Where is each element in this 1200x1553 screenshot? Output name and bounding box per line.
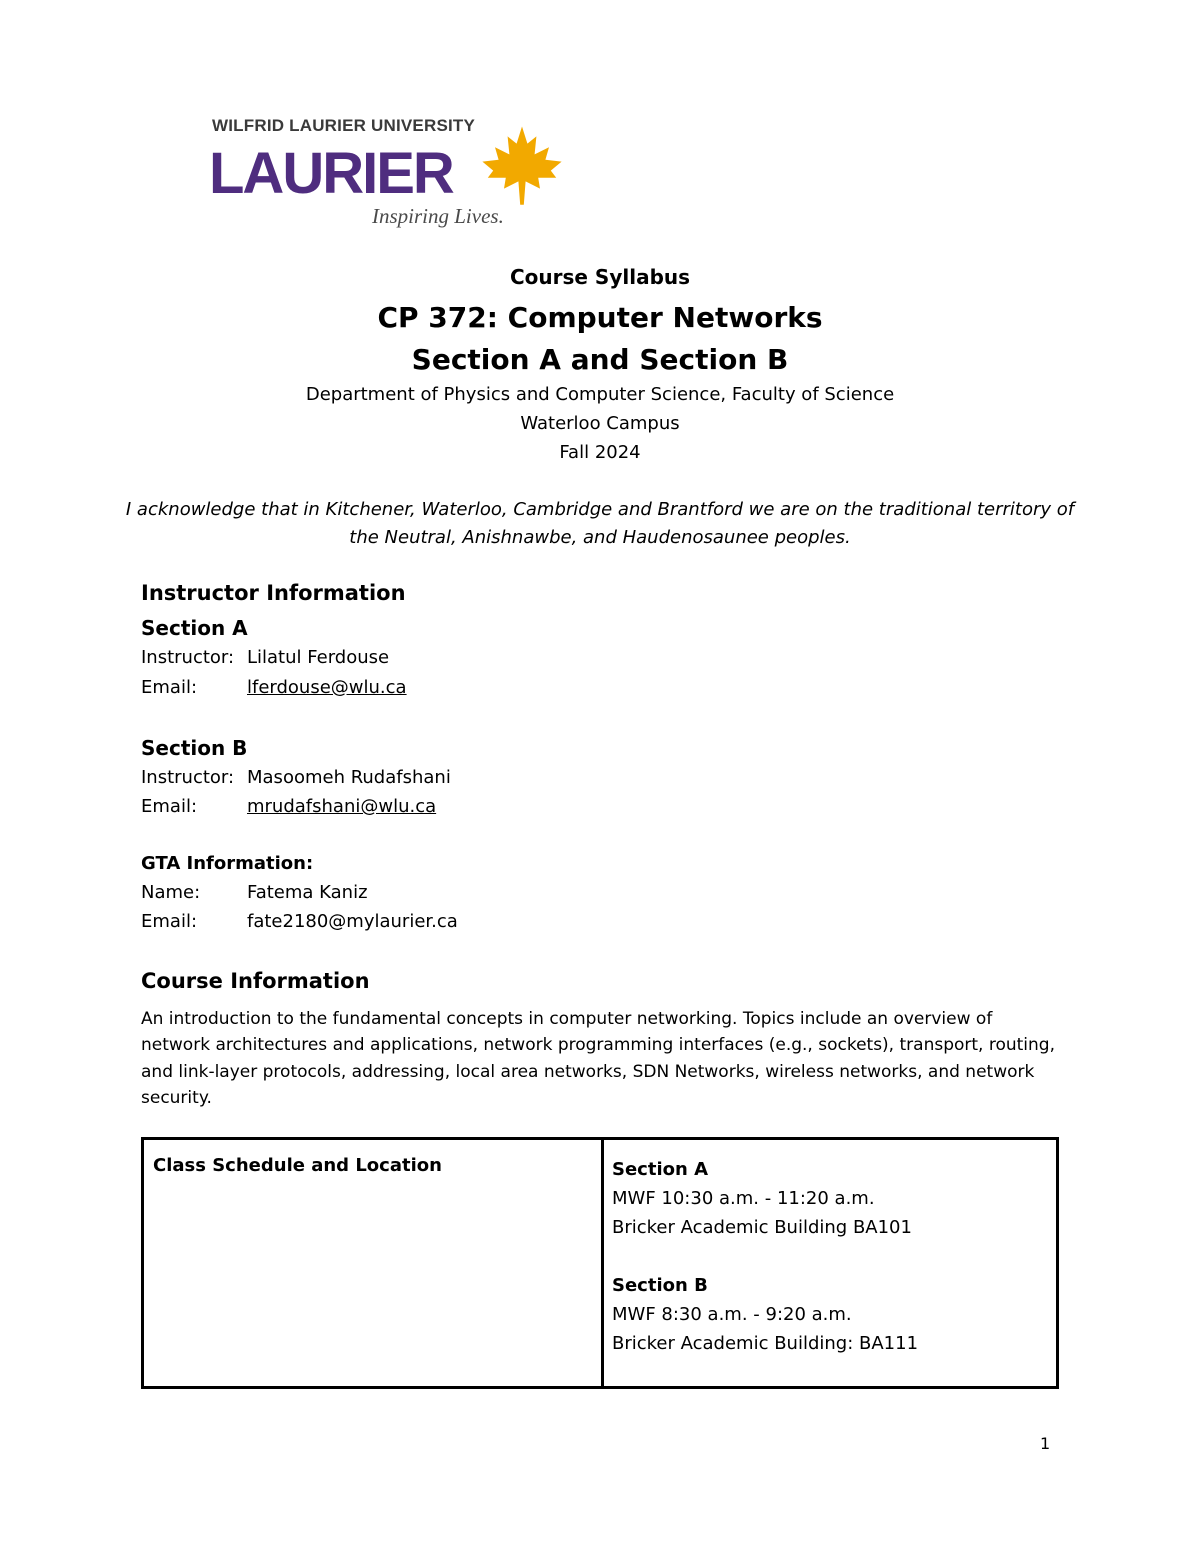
logo-university-name: WILFRID LAURIER UNIVERSITY <box>212 116 476 135</box>
instructor-email-link[interactable]: lferdouse@wlu.ca <box>247 677 407 698</box>
logo-tagline: Inspiring Lives. <box>372 204 504 228</box>
schedule-section-b-location: Bricker Academic Building: BA111 <box>612 1333 919 1354</box>
course-title: CP 372: Computer Networks <box>377 301 823 334</box>
page-number: 1 <box>1040 1434 1051 1453</box>
schedule-section-a-heading: Section A <box>612 1159 708 1180</box>
schedule-section-b-time: MWF 8:30 a.m. - 9:20 a.m. <box>612 1304 852 1325</box>
email-label: Email: <box>141 796 198 817</box>
maple-leaf-icon <box>477 122 567 212</box>
university-logo <box>209 112 572 237</box>
section-b-heading: Section B <box>141 736 248 760</box>
gta-name-label: Name: <box>141 882 201 903</box>
instructor-email-link[interactable]: mrudafshani@wlu.ca <box>247 796 437 817</box>
course-description: An introduction to the fundamental concepts in computer networking. Topics include an overview of network architectures and applications, network programming interfaces (e.g., sockets), transport, routing, and link-layer protocols, addressing, local area networks, SDN Networks, wireless networks, and network security. <box>141 1009 1055 1108</box>
campus: Waterloo Campus <box>520 413 680 434</box>
department: Department of Physics and Computer Science, Faculty of Science <box>305 384 895 405</box>
gta-name: Fatema Kaniz <box>247 882 368 903</box>
section-a-heading: Section A <box>141 616 248 640</box>
instructor-information-heading: Instructor Information <box>141 581 406 605</box>
schedule-section-b-heading: Section B <box>612 1275 708 1296</box>
gta-email: fate2180@mylaurier.ca <box>247 911 458 932</box>
schedule-section-a-time: MWF 10:30 a.m. - 11:20 a.m. <box>612 1188 875 1209</box>
schedule-label: Class Schedule and Location <box>153 1155 442 1176</box>
instructor-label: Instructor: <box>141 767 235 788</box>
schedule-section-a-location: Bricker Academic Building BA101 <box>612 1217 912 1238</box>
term: Fall 2024 <box>559 442 641 463</box>
schedule-details <box>612 1155 918 1358</box>
course-information-heading: Course Information <box>141 969 370 993</box>
instructor-name: Masoomeh Rudafshani <box>247 767 451 788</box>
email-label: Email: <box>141 677 198 698</box>
course-sections: Section A and Section B <box>411 343 789 376</box>
gta-information-heading: GTA Information: <box>141 853 314 874</box>
instructor-name: Lilatul Ferdouse <box>247 647 390 668</box>
logo-wordmark: LAURIER <box>209 141 453 206</box>
gta-email-label: Email: <box>141 911 198 932</box>
schedule-table <box>141 1137 1059 1389</box>
table-divider <box>601 1140 604 1386</box>
land-acknowledgement: I acknowledge that in Kitchener, Waterloo, Cambridge and Brantford we are on the traditional territory of the Neutral, Anishnawbe, and Haudenosaunee peoples. <box>125 499 1075 548</box>
instructor-label: Instructor: <box>141 647 235 668</box>
syllabus-label: Course Syllabus <box>509 265 691 289</box>
